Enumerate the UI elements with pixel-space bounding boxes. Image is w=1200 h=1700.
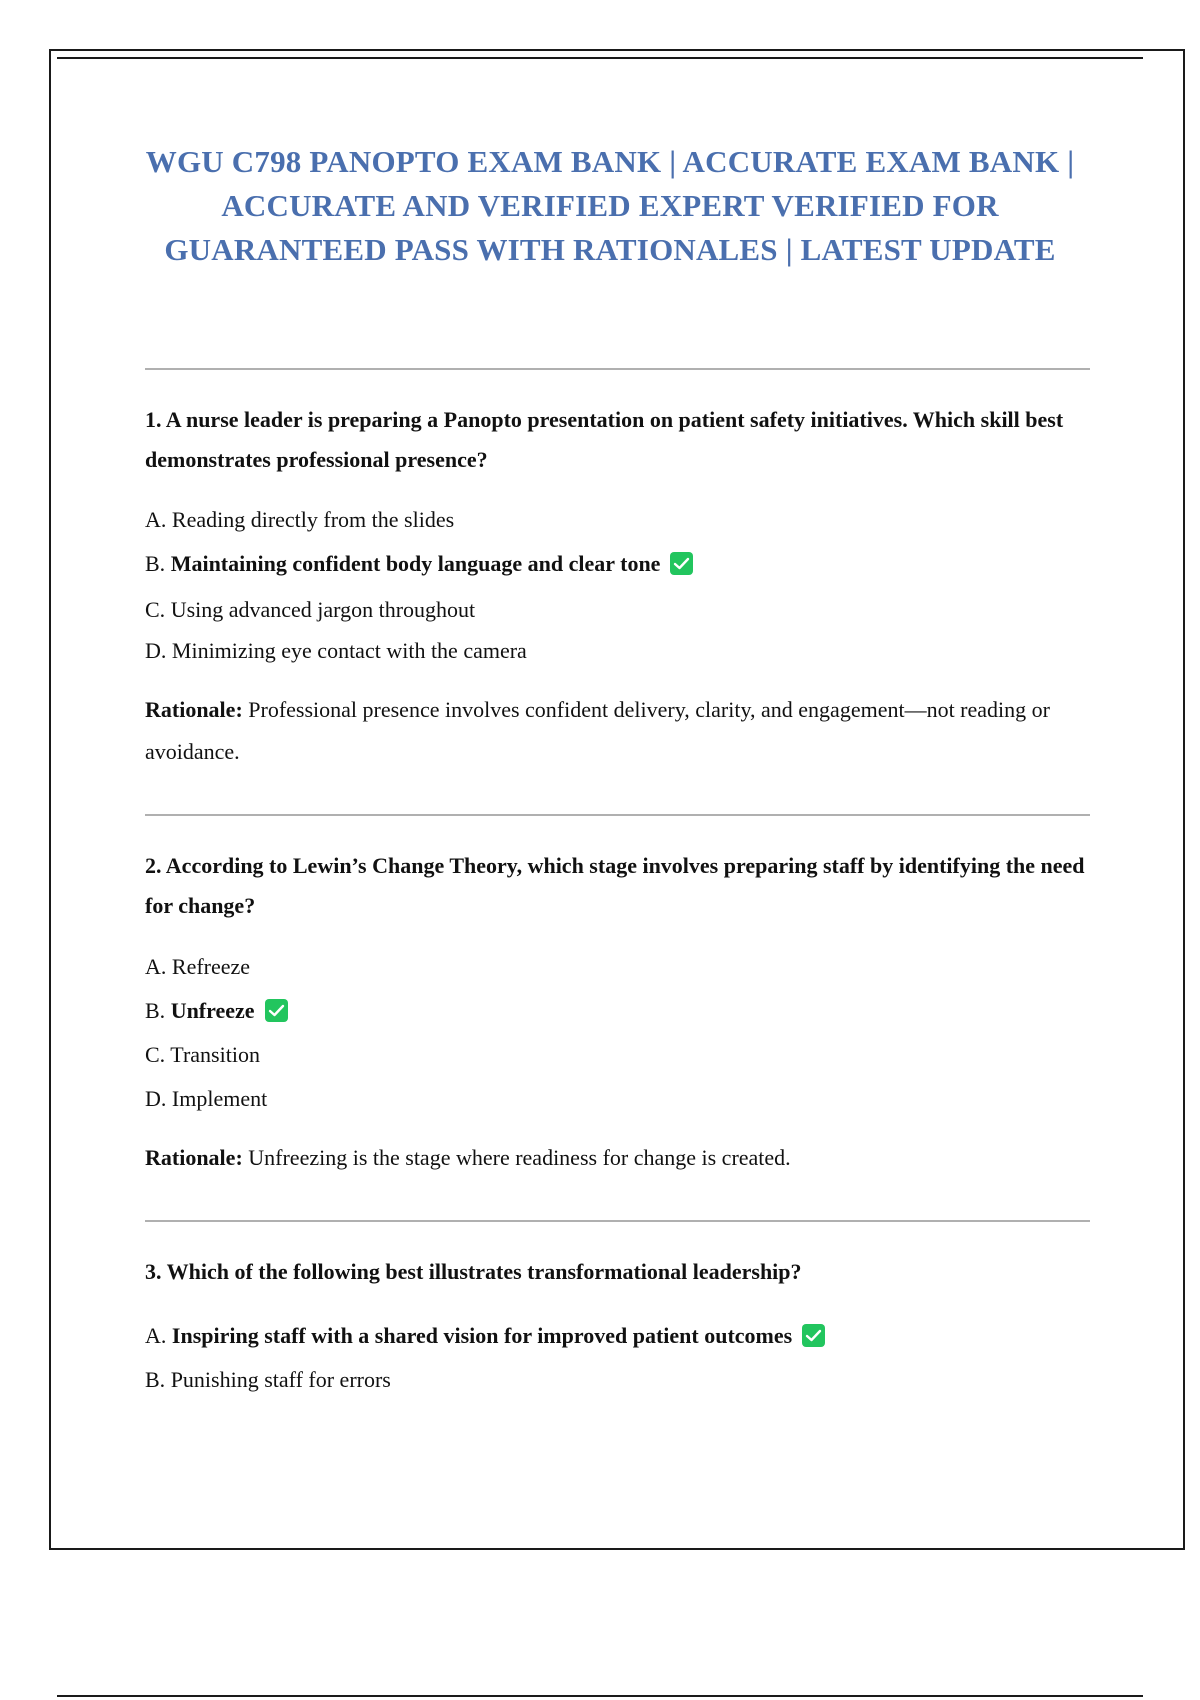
rationale-label: Rationale: [145,697,243,722]
section-divider [145,368,1090,370]
option-letter: B. [145,551,166,576]
option-text: Minimizing eye contact with the camera [171,638,527,663]
option-letter: C. [145,597,166,622]
option-letter: B. [145,998,166,1023]
question-2-option-a[interactable] [145,953,250,981]
option-letter: D. [145,638,167,663]
question-3-option-b[interactable] [145,1366,391,1394]
option-letter: C. [145,1042,166,1067]
option-text: Transition [170,1042,260,1067]
question-1-option-c[interactable] [145,596,475,624]
question-2-rationale [145,1137,1085,1179]
rationale-label: Rationale: [145,1145,243,1170]
option-text-correct: Inspiring staff with a shared vision for improved patient outcomes [171,1323,793,1348]
option-letter: B. [145,1367,166,1392]
option-letter: A. [145,954,167,979]
option-text: Reading directly from the slides [171,507,455,532]
option-text: Implement [171,1086,268,1111]
section-divider [145,1220,1090,1222]
question-1-option-b[interactable] [145,550,693,578]
document-title: WGU C798 PANOPTO EXAM BANK | ACCURATE EXAM BANK | ACCURATE AND VERIFIED EXPERT VERIFIED FOR GUARANTEED PASS WITH RATIONALES | LATEST UPDATE [145,144,1075,267]
question-1-option-d[interactable] [145,637,527,665]
bottom-rule [57,1695,1143,1697]
question-3-option-a[interactable] [145,1322,825,1350]
question-1-option-a[interactable] [145,506,454,534]
option-text-correct: Maintaining confident body language and clear tone [170,551,661,576]
rationale-text: Unfreezing is the stage where readiness for change is created. [248,1145,791,1170]
checkmark-icon [265,999,288,1022]
frame-top-rule [57,57,1143,59]
question-2-option-b[interactable] [145,997,288,1025]
question-1-prompt: 1. A nurse leader is preparing a Panopto presentation on patient safety initiatives. Which skill best demonstrates professional presence? [145,407,1064,472]
option-letter: A. [145,1323,167,1348]
section-divider [145,814,1090,816]
option-text-correct: Unfreeze [170,998,255,1023]
question-2-prompt: 2. According to Lewin’s Change Theory, which stage involves preparing staff by identifying the need for change? [145,853,1085,918]
option-letter: D. [145,1086,167,1111]
option-text: Using advanced jargon throughout [170,597,476,622]
checkmark-icon [670,552,693,575]
question-1-rationale [145,689,1085,773]
option-text: Refreeze [171,954,251,979]
question-2-option-d[interactable] [145,1085,267,1113]
option-letter: A. [145,507,167,532]
question-3-prompt: 3. Which of the following best illustrates transformational leadership? [145,1259,802,1284]
checkmark-icon [802,1324,825,1347]
option-text: Punishing staff for errors [170,1367,391,1392]
rationale-text: Professional presence involves confident delivery, clarity, and engagement—not reading or avoidance. [145,697,1050,764]
question-2-option-c[interactable] [145,1041,260,1069]
